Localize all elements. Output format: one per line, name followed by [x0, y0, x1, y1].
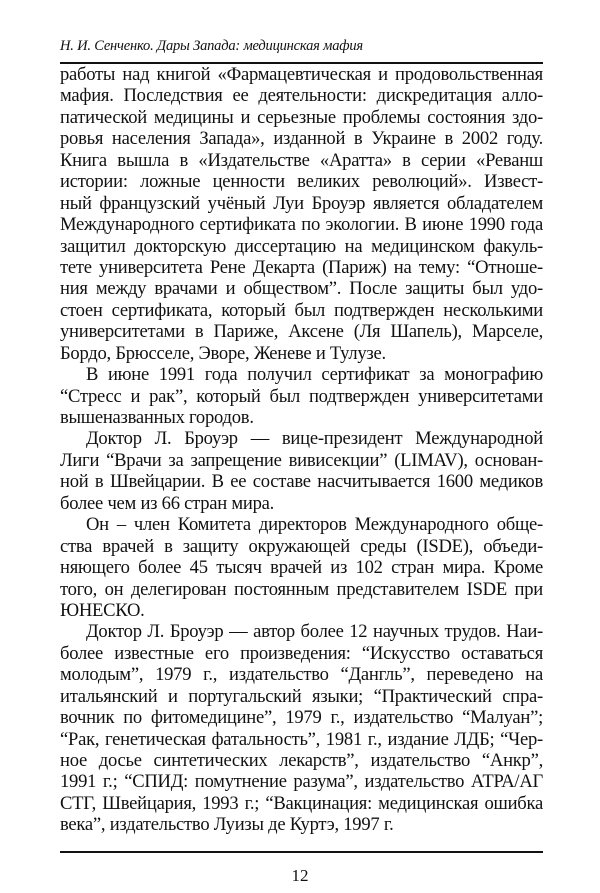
- paragraph: [60, 64, 543, 364]
- text-line: ный французский учёный Луи Броуэр является обладателем: [60, 192, 543, 214]
- paragraph: [60, 621, 543, 835]
- text-line: вышеназванных городов.: [60, 407, 254, 428]
- text-line: няющего более 45 тысяч врачей из 102 стран мира. Кроме: [60, 557, 543, 579]
- text-line: защитил докторскую диссертацию на медицинском факуль-: [60, 235, 543, 257]
- text-line: “Стресс и рак”, который был подтвержден университетами: [60, 385, 543, 407]
- text-line: тете университета Рене Декарта (Париж) на тему: “Отноше-: [60, 256, 543, 278]
- text-line: Он – член Комитета директоров Международного обще-: [86, 514, 543, 536]
- text-line: работы над книгой «Фармацевтическая и продовольственная: [60, 64, 543, 85]
- footer-rule: [60, 851, 543, 853]
- text-line: стоен сертификата, который был подтвержден несколькими: [60, 299, 543, 321]
- text-line: вочник по фитомедицине”, 1979 г., издательство “Малуан”;: [60, 707, 543, 729]
- text-line: ния между врачами и обществом”. После защиты был удо-: [60, 278, 543, 300]
- text-line: мафия. Последствия ее деятельности: дискредитация алло-: [60, 85, 543, 107]
- text-line: ровья населения Запада», изданной в Украине в 2002 году.: [60, 128, 543, 150]
- text-line: ной в Швейцарии. В ее составе насчитывается 1600 медиков: [60, 471, 543, 493]
- text-line: ства врачей в защиту окружающей среды (ISDE), объеди-: [60, 535, 543, 557]
- text-line: более чем из 66 стран мира.: [60, 492, 275, 514]
- running-header: Н. И. Сенченко. Дары Запада: медицинская мафия: [60, 38, 363, 54]
- text-line: молодым”, 1979 г., издательство “Дангль”, переведено на: [60, 664, 543, 686]
- text-line: Лиги “Врачи за запрещение вивисекции” (LIMAV), основан-: [60, 449, 543, 471]
- text-line: итальянский и португальский языки; “Практический спра-: [60, 685, 543, 707]
- paragraph: [60, 514, 543, 621]
- text-line: Международного сертификата по экологии. В июне 1990 года: [60, 214, 543, 236]
- text-line: более известные его произведения: “Искусство оставаться: [60, 642, 543, 664]
- text-line: истории: ложные ценности великих революций». Извест-: [60, 171, 543, 193]
- text-line: “Рак, генетическая фатальность”, 1981 г., издание ЛДБ; “Чер-: [60, 728, 543, 750]
- body-text: [60, 64, 543, 836]
- text-line: Доктор Л. Броуэр — вице-президент Международной: [86, 428, 543, 450]
- page-number: 12: [291, 866, 309, 885]
- paragraph: [60, 428, 543, 514]
- paragraph: [60, 364, 543, 428]
- text-line: В июне 1991 года получил сертификат за монографию: [86, 364, 543, 386]
- text-line: века”, издательство Луизы де Куртэ, 1997 г.: [60, 814, 394, 836]
- text-line: ЮНЕСКО.: [60, 599, 145, 621]
- text-line: Бордо, Брюсселе, Эворе, Женеве и Тулузе.: [60, 342, 386, 364]
- text-line: СТГ, Швейцария, 1993 г.; “Вакцинация: медицинская ошибка: [60, 792, 543, 814]
- text-line: университетами в Париже, Аксене (Ля Шапель), Марселе,: [60, 321, 543, 343]
- text-line: 1991 г.; “СПИД: помутнение разума”, издательство АТРА/АГ: [60, 771, 543, 793]
- text-line: того, он делегирован постоянным представителем ISDE при: [60, 578, 543, 600]
- text-line: ное досье синтетических лекарств”, издательство “Анкр”,: [60, 750, 543, 771]
- text-line: патической медицины и серьезные проблемы состояния здо-: [60, 106, 543, 128]
- text-line: Доктор Л. Броуэр — автор более 12 научных трудов. Наи-: [86, 621, 543, 643]
- text-line: Книга вышла в «Издательстве «Аратта» в серии «Реванш: [60, 149, 543, 171]
